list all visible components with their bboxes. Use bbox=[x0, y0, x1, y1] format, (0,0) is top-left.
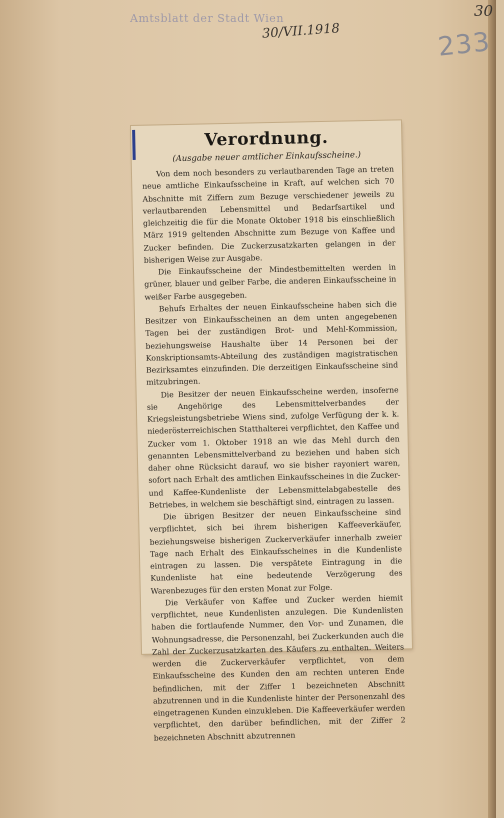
clipping-body bbox=[132, 163, 414, 744]
paragraph: Die Verkäufer von Kaffee und Zucker werden hiemit verpflichtet, neue Kundenlisten anzulegen. Die Kundenlisten haben die fortlaufende Nummer, den Vor- und Zunamen, die Wohnungsadresse, die Personenzahl, bei Zuckerkunden auch die Zahl der Zuckerzusatzkarten des Käufers zu enthalten. Weiters werden die Zuckerverkäufer verpflichtet, von dem Einkaufsscheine des Kunden den am rechten unteren Ende befindlichen, mit der Ziffer 1 bezeichneten Abschnitt abzutrennen und in die Kundenliste hinter der Personenzahl des eingetragenen Kunden einzukleben. Die Kaffeeverkäufer werden verpflichtet, den darüber befindlichen, mit der Ziffer 2 bezeichneten Abschnitt abzutrennen bbox=[151, 593, 406, 743]
blue-pencil-mark bbox=[132, 130, 136, 160]
corner-mark: 30 bbox=[474, 2, 494, 20]
folio-number: 233 bbox=[436, 27, 493, 63]
paragraph: Die Einkaufsscheine der Mindestbemittelten werden in grüner, blauer und gelber Farbe, die anderen Einkaufsscheine in weißer Farbe ausgegeben. bbox=[144, 262, 397, 302]
handwritten-date: 30/VII.1918 bbox=[261, 21, 341, 42]
archive-stamp: Amtsblatt der Stadt Wien bbox=[130, 12, 284, 25]
paragraph: Behufs Erhaltes der neuen Einkaufsscheine haben sich die Besitzer von Einkaufsscheinen an dem unten angegebenen Tagen bei der zuständigen Brot- und Mehl-Kommission, beziehungsweise Haushalte über 14 Personen bei der Konskriptionsamts-Abteilung des zuständigen magistratischen Bezirksamtes einzufinden. Die derzeitigen Einkaufsscheine sind mitzubringen. bbox=[144, 299, 399, 387]
paragraph: Von dem noch besonders zu verlautbarenden Tage an treten neue amtliche Einkaufsscheine in Kraft, auf welchen sich 70 Abschnitte mit Ziffern zum Bezuge verschiedener jeweils zu verlautbarenden Lebensmittel und Bedarfsartikel und gleichzeitig die für die Monate Oktober 1918 bis einschließlich März 1919 geltenden Abschnitte zum Bezuge von Kaffee und Zucker befinden. Die Zuckerzusatzkarten gelangen in der bisherigen Weise zur Ausgabe. bbox=[142, 164, 396, 265]
paragraph: Die übrigen Besitzer der neuen Einkaufsscheine sind verpflichtet, sich bei ihrem bisherigen Kaffeeverkäufer, beziehungsweise bisherigen Zuckerverkäufer innerhalb zweier Tage nach Erhalt des Einkaufsscheines in die Kundenliste eintragen zu lassen. Die verspätete Eintragung in die Kundenliste hat eine bedeutende Verzögerung des Warenbezuges für den ersten Monat zur Folge. bbox=[149, 507, 403, 596]
clipping-subtitle: (Ausgabe neuer amtlicher Einkaufsscheine.) bbox=[172, 149, 361, 164]
page-edge bbox=[488, 0, 496, 818]
newspaper-clipping bbox=[131, 120, 412, 743]
clipping-title: Verordnung. bbox=[204, 127, 329, 151]
paragraph: Die Besitzer der neuen Einkaufsscheine werden, insoferne sie Angehörige des Lebensmittelverbandes der Kriegsleistungsbetriebe Wiens sind, zufolge Verfügung der k. k. niederösterreichischen Statthalterei verpflichtet, den Kaffee und Zucker vom 1. Oktober 1918 an wie das Mehl durch den genannten Lebensmittelverband zu beziehen und haben sich daher ohne Rücksicht darauf, wo sie bisher rayoniert waren, sofort nach Erhalt des amtlichen Einkaufsscheines in die Zucker- und Kaffee-Kundenliste der Lebensmittelabgabestelle des Betriebes, in welchem sie beschäftigt sind, eintragen zu lassen. bbox=[146, 384, 401, 510]
